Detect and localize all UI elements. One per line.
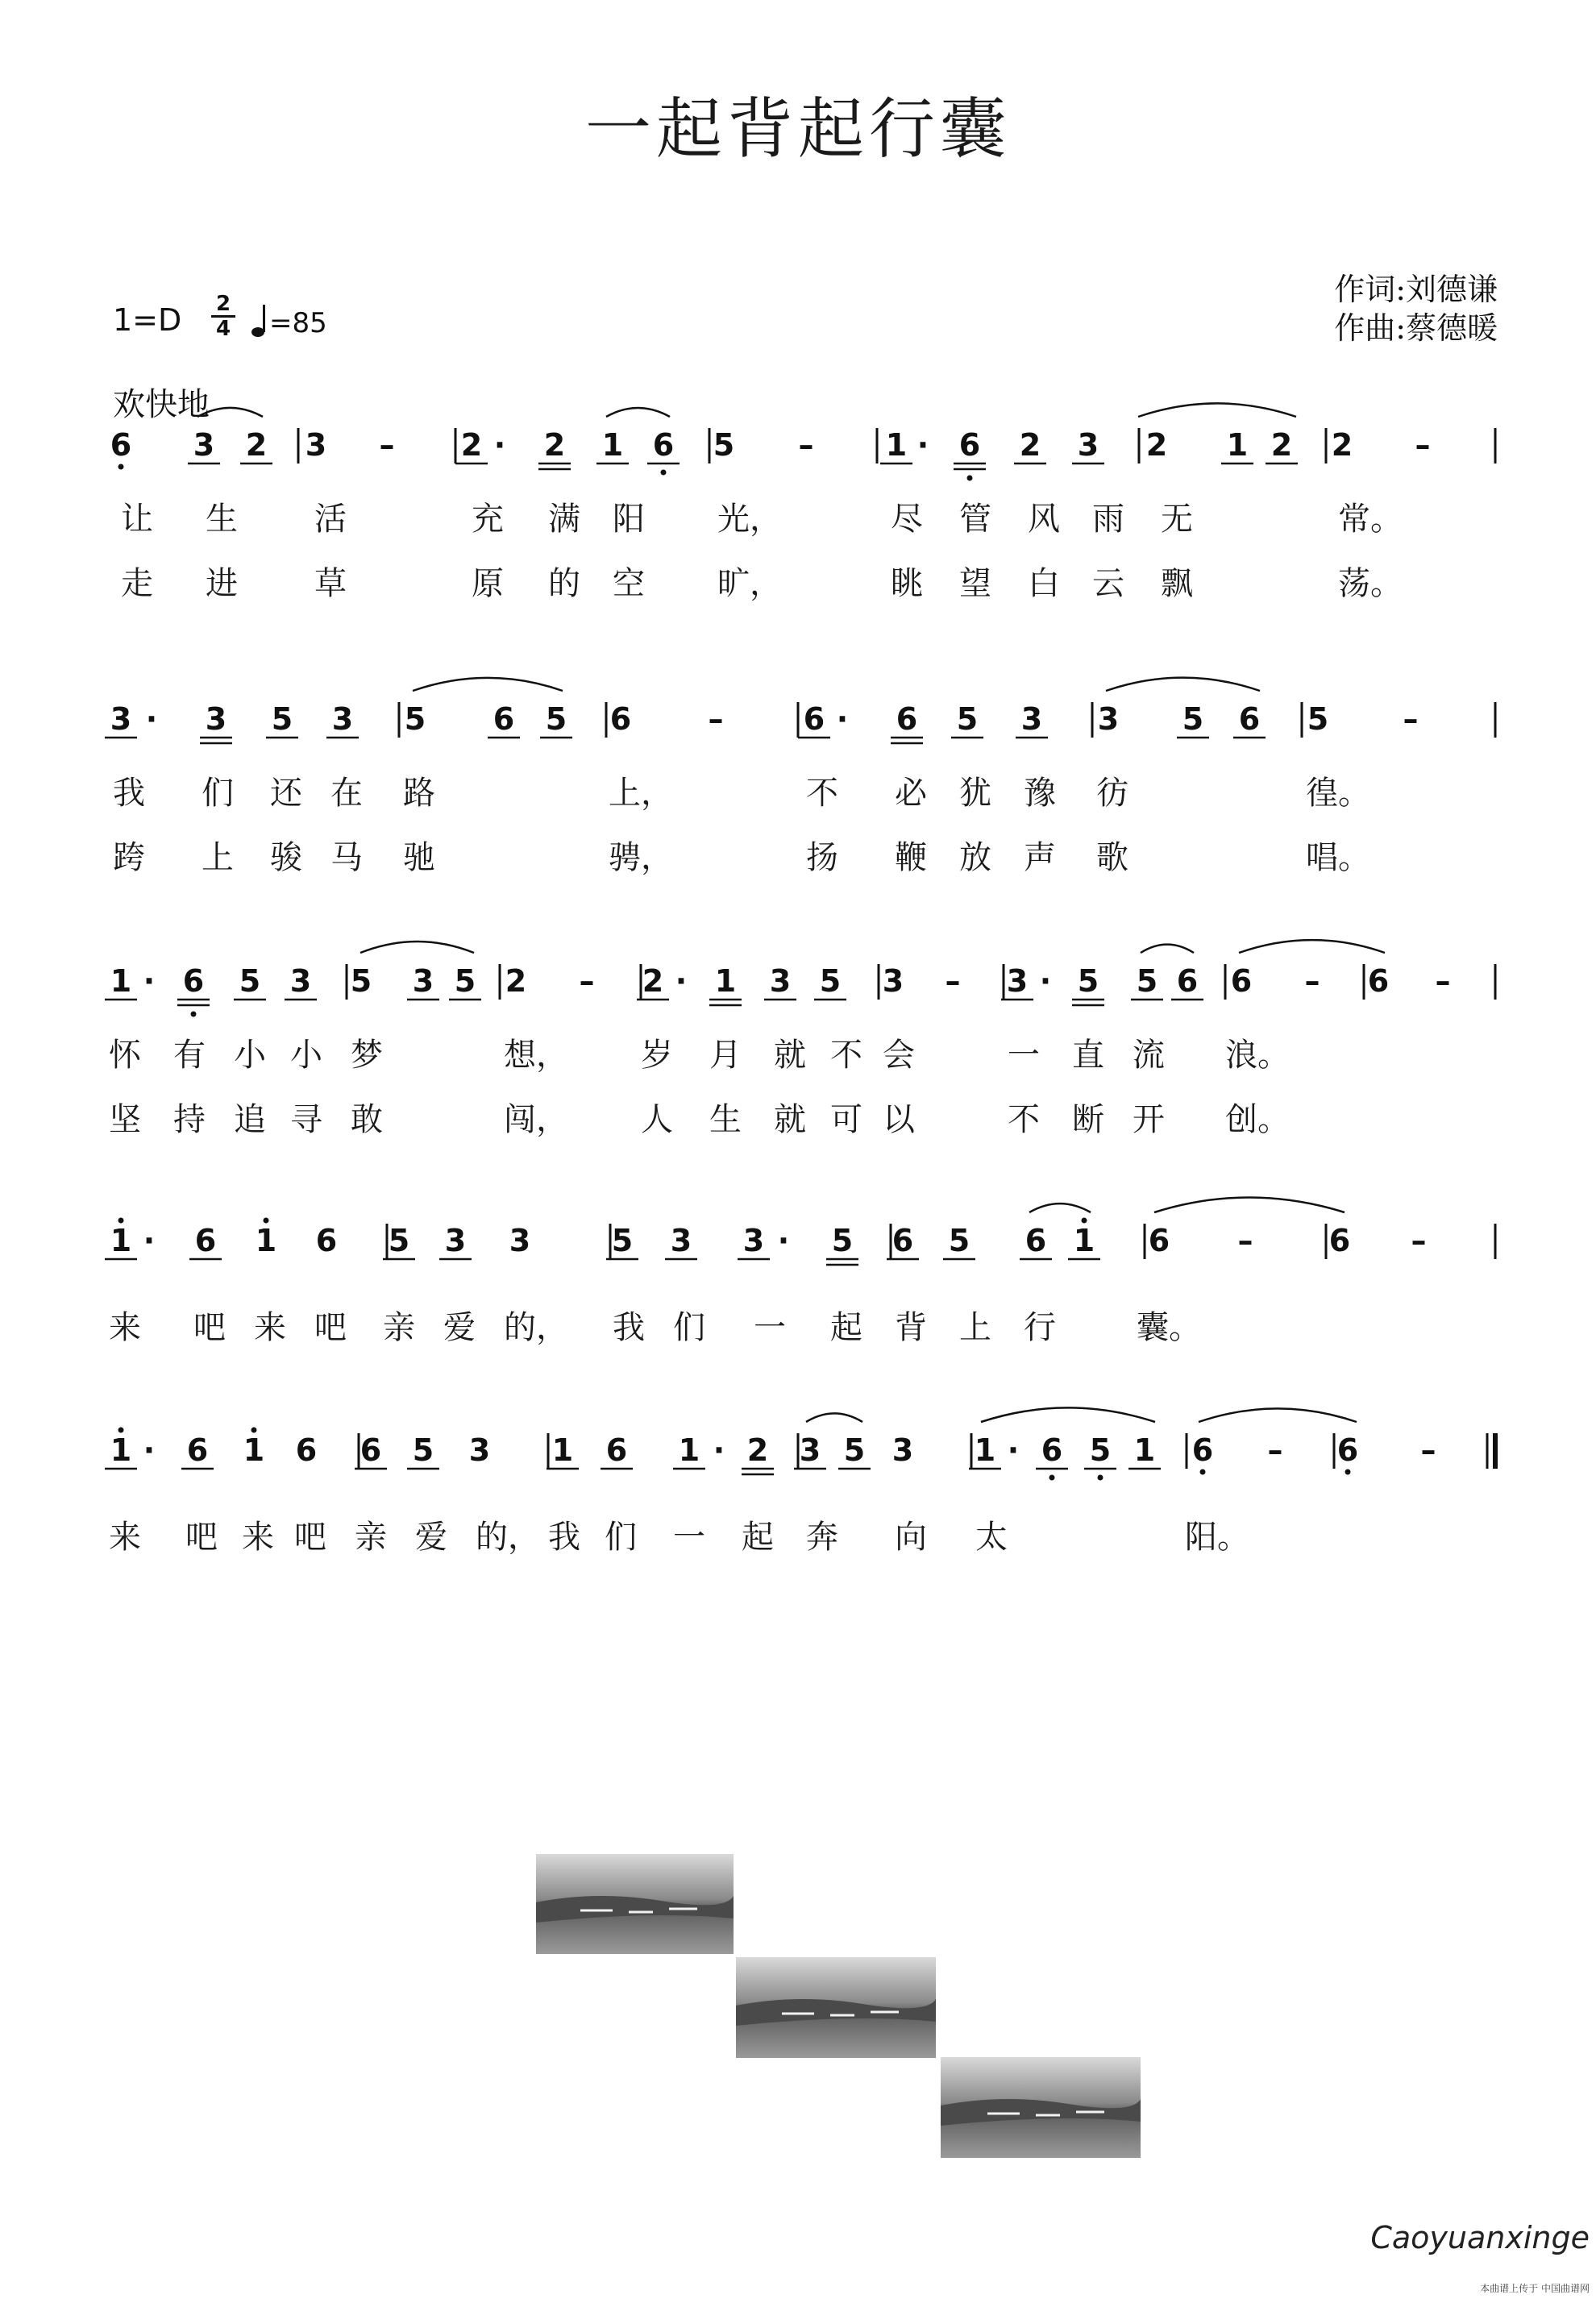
note-3: 3 — [509, 1223, 531, 1258]
lyric-syllable: 起 — [830, 1309, 862, 1346]
lyric-syllable: 闯， — [504, 1101, 568, 1138]
lyric-syllable: 阳 — [613, 501, 645, 538]
note-6: 6 — [1148, 1223, 1170, 1258]
augmentation-dot: · — [1039, 963, 1052, 999]
note-2: 2 — [245, 427, 268, 463]
note-3: 3 — [289, 963, 312, 999]
lyric-syllable: 荡。 — [1338, 565, 1403, 602]
note-5: 5 — [1182, 701, 1204, 737]
composer-credit: 作曲:蔡德暖 — [1334, 310, 1498, 346]
note-6: 6 — [1025, 1223, 1047, 1258]
note-6: 6 — [1336, 1432, 1359, 1468]
lyric-syllable: 上 — [959, 1309, 991, 1346]
lyric-syllable: 我 — [113, 775, 145, 812]
note-3: 3 — [305, 427, 327, 463]
lyric-syllable: 们 — [673, 1309, 705, 1346]
slur — [806, 1413, 862, 1422]
score-row-4 — [105, 1197, 1495, 1346]
note-1: 1 — [714, 963, 737, 999]
note-6: 6 — [1367, 963, 1390, 999]
note-1: 1 — [678, 1432, 700, 1468]
lyric-syllable: 直 — [1072, 1037, 1104, 1074]
lyric-syllable: 来 — [109, 1519, 141, 1556]
octave-dot-above — [264, 1218, 269, 1224]
octave-dot-below — [1345, 1470, 1351, 1475]
lyric-syllable: 想， — [504, 1037, 568, 1074]
note-3: 3 — [468, 1432, 491, 1468]
augmentation-dot: · — [916, 427, 929, 463]
dash-extension: – — [708, 701, 724, 737]
note-6: 6 — [1191, 1432, 1214, 1468]
lyric-syllable: 的 — [548, 565, 580, 602]
note-1: 1 — [110, 1432, 132, 1468]
lyric-syllable: 亲 — [355, 1519, 387, 1556]
song-title: 一起背起行囊 — [584, 91, 1011, 168]
octave-dot-below — [1049, 1475, 1055, 1481]
note-5: 5 — [1136, 963, 1158, 999]
lyric-syllable: 歌 — [1096, 839, 1128, 876]
lyric-syllable: 鞭 — [895, 839, 927, 876]
lyric-syllable: 无 — [1161, 501, 1193, 538]
lyric-syllable: 还 — [270, 775, 302, 812]
lyric-syllable: 让 — [121, 501, 153, 538]
dash-extension: – — [1237, 1223, 1253, 1258]
note-3: 3 — [742, 1223, 765, 1258]
note-3: 3 — [799, 1432, 821, 1468]
lyric-syllable: 有 — [173, 1037, 206, 1074]
lyric-syllable: 放 — [959, 839, 991, 876]
lyric-syllable: 原 — [472, 565, 504, 602]
note-6: 6 — [652, 427, 675, 463]
lyric-syllable: 开 — [1133, 1101, 1165, 1138]
tempo-value: =85 — [269, 307, 327, 339]
dash-extension: – — [798, 427, 814, 463]
landscape-photo-3 — [941, 2057, 1141, 2158]
note-2: 2 — [1019, 427, 1041, 463]
note-3: 3 — [1077, 427, 1099, 463]
lyric-syllable: 满 — [548, 501, 580, 538]
note-1: 1 — [110, 1223, 132, 1258]
lyric-syllable: 生 — [206, 501, 238, 538]
note-6: 6 — [1041, 1432, 1063, 1468]
octave-dot-above — [118, 1218, 124, 1224]
score-row-2 — [105, 678, 1495, 876]
note-6: 6 — [1328, 1223, 1351, 1258]
lyric-syllable: 太 — [975, 1519, 1008, 1556]
note-5: 5 — [956, 701, 979, 737]
lyric-syllable: 马 — [330, 839, 363, 876]
note-6: 6 — [605, 1432, 628, 1468]
augmentation-dot: · — [143, 1432, 156, 1468]
note-6: 6 — [360, 1432, 382, 1468]
dash-extension: – — [1435, 963, 1451, 999]
note-5: 5 — [611, 1223, 634, 1258]
note-1: 1 — [1226, 427, 1249, 463]
note-5: 5 — [454, 963, 476, 999]
augmentation-dot: · — [143, 1223, 156, 1258]
note-3: 3 — [412, 963, 434, 999]
note-5: 5 — [819, 963, 842, 999]
dash-extension: – — [1267, 1432, 1283, 1468]
lyric-syllable: 我 — [613, 1309, 645, 1346]
slur — [360, 942, 474, 953]
note-3: 3 — [1097, 701, 1120, 737]
note-2: 2 — [1145, 427, 1168, 463]
octave-dot-below — [118, 464, 124, 470]
lyric-syllable: 可 — [830, 1101, 862, 1138]
lyric-syllable: 尽 — [891, 501, 923, 538]
note-3: 3 — [331, 701, 354, 737]
note-6: 6 — [186, 1432, 209, 1468]
note-1: 1 — [885, 427, 908, 463]
lyric-syllable: 驰 — [403, 839, 435, 876]
note-1: 1 — [243, 1432, 265, 1468]
lyric-syllable: 吧 — [185, 1519, 218, 1556]
dash-extension: – — [379, 427, 395, 463]
note-1: 1 — [974, 1432, 996, 1468]
lyric-syllable: 骋， — [609, 839, 673, 876]
lyric-syllable: 向 — [895, 1519, 927, 1556]
note-6: 6 — [803, 701, 825, 737]
dash-extension: – — [1403, 701, 1419, 737]
lyric-syllable: 上， — [609, 775, 673, 812]
augmentation-dot: · — [143, 963, 156, 999]
slur — [606, 408, 670, 417]
slur — [1141, 945, 1194, 953]
note-2: 2 — [543, 427, 566, 463]
lyric-syllable: 们 — [605, 1519, 637, 1556]
lyric-syllable: 路 — [403, 775, 435, 812]
lyric-syllable: 骏 — [270, 839, 302, 876]
note-5: 5 — [404, 701, 426, 737]
lyric-syllable: 豫 — [1024, 775, 1056, 812]
note-6: 6 — [1230, 963, 1253, 999]
lyric-syllable: 生 — [709, 1101, 742, 1138]
lyric-syllable: 岁 — [641, 1037, 673, 1074]
decorative-landscape-images — [532, 1854, 1145, 2193]
octave-dot-below — [1200, 1470, 1206, 1475]
slur — [1154, 1197, 1345, 1212]
dash-extension: – — [579, 963, 595, 999]
note-5: 5 — [271, 701, 293, 737]
lyric-syllable: 吧 — [314, 1309, 347, 1346]
lyric-syllable: 望 — [959, 565, 991, 602]
lyric-syllable: 奔 — [806, 1519, 838, 1556]
lyric-syllable: 囊。 — [1137, 1309, 1201, 1346]
lyricist-credit: 作词:刘德谦 — [1334, 272, 1498, 307]
lyric-syllable: 月 — [709, 1037, 742, 1074]
note-3: 3 — [1006, 963, 1029, 999]
lyric-syllable: 充 — [472, 501, 504, 538]
lyric-syllable: 云 — [1092, 565, 1124, 602]
octave-dot-below — [191, 1012, 197, 1017]
score-row-3 — [105, 940, 1495, 1138]
note-1: 1 — [601, 427, 624, 463]
lyric-syllable: 草 — [314, 565, 347, 602]
note-6: 6 — [1238, 701, 1261, 737]
lyric-syllable: 寻 — [290, 1101, 322, 1138]
lyric-syllable: 浪。 — [1225, 1037, 1290, 1074]
slur — [981, 1407, 1155, 1422]
note-6: 6 — [896, 701, 918, 737]
note-6: 6 — [315, 1223, 338, 1258]
lyric-syllable: 管 — [959, 501, 991, 538]
lyric-syllable: 们 — [202, 775, 234, 812]
lyric-syllable: 梦 — [351, 1037, 383, 1074]
lyric-syllable: 不 — [830, 1037, 862, 1074]
lyric-syllable: 坚 — [109, 1101, 141, 1138]
note-5: 5 — [1077, 963, 1099, 999]
note-6: 6 — [194, 1223, 217, 1258]
lyric-syllable: 我 — [548, 1519, 580, 1556]
note-1: 1 — [1073, 1223, 1095, 1258]
lyric-syllable: 阳。 — [1185, 1519, 1249, 1556]
note-6: 6 — [110, 427, 132, 463]
augmentation-dot: · — [1007, 1432, 1020, 1468]
note-1: 1 — [551, 1432, 574, 1468]
lyric-syllable: 创。 — [1225, 1101, 1290, 1138]
lyric-syllable: 敢 — [351, 1101, 383, 1138]
lyric-syllable: 背 — [895, 1309, 927, 1346]
augmentation-dot: · — [675, 963, 688, 999]
note-5: 5 — [1307, 701, 1329, 737]
note-2: 2 — [460, 427, 483, 463]
note-3: 3 — [670, 1223, 692, 1258]
lyric-syllable: 在 — [330, 775, 363, 812]
lyric-syllable: 起 — [742, 1519, 774, 1556]
note-3: 3 — [110, 701, 132, 737]
note-6: 6 — [892, 1223, 914, 1258]
lyric-syllable: 行 — [1024, 1309, 1056, 1346]
lyric-syllable: 来 — [109, 1309, 141, 1346]
lyric-syllable: 光， — [717, 501, 782, 538]
note-2: 2 — [642, 963, 664, 999]
lyric-syllable: 吧 — [193, 1309, 226, 1346]
octave-dot-above — [251, 1428, 257, 1433]
lyric-syllable: 会 — [883, 1037, 915, 1074]
lyric-syllable: 上 — [202, 839, 234, 876]
lyric-syllable: 爱 — [443, 1309, 476, 1346]
dash-extension: – — [1411, 1223, 1427, 1258]
lyric-syllable: 就 — [774, 1037, 806, 1074]
note-1: 1 — [255, 1223, 277, 1258]
lyric-syllable: 来 — [242, 1519, 274, 1556]
note-1: 1 — [1133, 1432, 1156, 1468]
note-3: 3 — [769, 963, 792, 999]
note-5: 5 — [388, 1223, 410, 1258]
note-5: 5 — [948, 1223, 970, 1258]
note-3: 3 — [205, 701, 227, 737]
lyric-syllable: 徨。 — [1306, 775, 1370, 812]
lyric-syllable: 雨 — [1092, 501, 1124, 538]
landscape-photo-2 — [736, 1957, 936, 2058]
lyric-syllable: 眺 — [891, 565, 923, 602]
lyric-syllable: 不 — [806, 775, 838, 812]
note-5: 5 — [350, 963, 372, 999]
slur — [1106, 678, 1260, 691]
score-row-1 — [110, 403, 1495, 602]
lyric-syllable: 飘 — [1161, 565, 1193, 602]
note-5: 5 — [412, 1432, 434, 1468]
note-3: 3 — [193, 427, 215, 463]
key-label: 1=D — [113, 302, 182, 338]
lyric-syllable: 犹 — [959, 775, 991, 812]
lyric-syllable: 小 — [234, 1037, 266, 1074]
lyric-syllable: 走 — [121, 565, 153, 602]
note-3: 3 — [444, 1223, 467, 1258]
lyric-syllable: 不 — [1008, 1101, 1040, 1138]
note-6: 6 — [493, 701, 515, 737]
lyric-syllable: 人 — [641, 1101, 673, 1138]
lyric-syllable: 持 — [173, 1101, 206, 1138]
lyric-syllable: 跨 — [113, 839, 145, 876]
score-row-5 — [105, 1407, 1495, 1556]
lyric-syllable: 声 — [1024, 839, 1056, 876]
lyric-syllable: 常。 — [1338, 501, 1403, 538]
lyric-syllable: 追 — [234, 1101, 266, 1138]
note-2: 2 — [746, 1432, 769, 1468]
lyric-syllable: 亲 — [383, 1309, 415, 1346]
lyric-syllable: 旷， — [717, 565, 782, 602]
lyric-syllable: 唱。 — [1306, 839, 1370, 876]
time-signature-bottom: 4 — [215, 317, 231, 341]
note-3: 3 — [1020, 701, 1043, 737]
lyric-syllable: 扬 — [806, 839, 838, 876]
slur — [197, 408, 263, 417]
octave-dot-above — [118, 1428, 124, 1433]
landscape-photo-1 — [536, 1854, 734, 1954]
dash-extension: – — [1420, 1432, 1436, 1468]
note-2: 2 — [1331, 427, 1353, 463]
note-6: 6 — [1176, 963, 1199, 999]
slur — [1138, 403, 1296, 417]
note-6: 6 — [609, 701, 632, 737]
slur — [413, 678, 563, 691]
watermark-text: Caoyuanxinge — [1370, 2220, 1590, 2255]
lyric-syllable: 的， — [476, 1519, 540, 1556]
lyric-syllable: 一 — [673, 1519, 705, 1556]
octave-dot-below — [661, 470, 667, 476]
lyric-syllable: 活 — [314, 501, 347, 538]
lyric-syllable: 小 — [290, 1037, 322, 1074]
dash-extension: – — [1415, 427, 1431, 463]
slur — [1239, 940, 1385, 953]
lyric-syllable: 空 — [613, 565, 645, 602]
lyric-syllable: 怀 — [109, 1037, 141, 1074]
note-5: 5 — [1089, 1432, 1112, 1468]
lyric-syllable: 来 — [254, 1309, 286, 1346]
lyric-syllable: 彷 — [1096, 775, 1128, 812]
note-1: 1 — [110, 963, 132, 999]
octave-dot-above — [1082, 1218, 1087, 1224]
time-signature-top: 2 — [215, 292, 231, 316]
lyric-syllable: 一 — [754, 1309, 786, 1346]
note-6: 6 — [295, 1432, 318, 1468]
lyric-syllable: 以 — [883, 1101, 915, 1138]
octave-dot-below — [967, 476, 973, 481]
augmentation-dot: · — [836, 701, 849, 737]
lyric-syllable: 风 — [1028, 501, 1060, 538]
augmentation-dot: · — [493, 427, 506, 463]
octave-dot-below — [1098, 1475, 1103, 1481]
expression-marking: 欢快地 — [113, 386, 210, 423]
dash-extension: – — [945, 963, 961, 999]
note-6: 6 — [958, 427, 981, 463]
lyric-syllable: 的， — [504, 1309, 568, 1346]
slur — [1199, 1408, 1357, 1422]
note-5: 5 — [713, 427, 735, 463]
lyric-syllable: 吧 — [294, 1519, 326, 1556]
note-2: 2 — [505, 963, 527, 999]
augmentation-dot: · — [713, 1432, 725, 1468]
lyric-syllable: 必 — [895, 775, 927, 812]
note-2: 2 — [1270, 427, 1293, 463]
lyric-syllable: 流 — [1133, 1037, 1165, 1074]
note-5: 5 — [843, 1432, 866, 1468]
footer-note: 本曲谱上传于 中国曲谱网 — [1480, 2283, 1590, 2294]
lyric-syllable: 白 — [1028, 565, 1060, 602]
lyric-syllable: 就 — [774, 1101, 806, 1138]
slur — [1029, 1203, 1091, 1212]
lyric-syllable: 进 — [206, 565, 238, 602]
note-3: 3 — [882, 963, 904, 999]
lyric-syllable: 爱 — [415, 1519, 447, 1556]
lyric-syllable: 一 — [1008, 1037, 1040, 1074]
note-5: 5 — [831, 1223, 854, 1258]
note-6: 6 — [182, 963, 205, 999]
note-5: 5 — [239, 963, 261, 999]
augmentation-dot: · — [777, 1223, 790, 1258]
augmentation-dot: · — [145, 701, 158, 737]
lyric-syllable: 断 — [1072, 1101, 1104, 1138]
dash-extension: – — [1304, 963, 1320, 999]
note-3: 3 — [892, 1432, 914, 1468]
note-5: 5 — [545, 701, 567, 737]
